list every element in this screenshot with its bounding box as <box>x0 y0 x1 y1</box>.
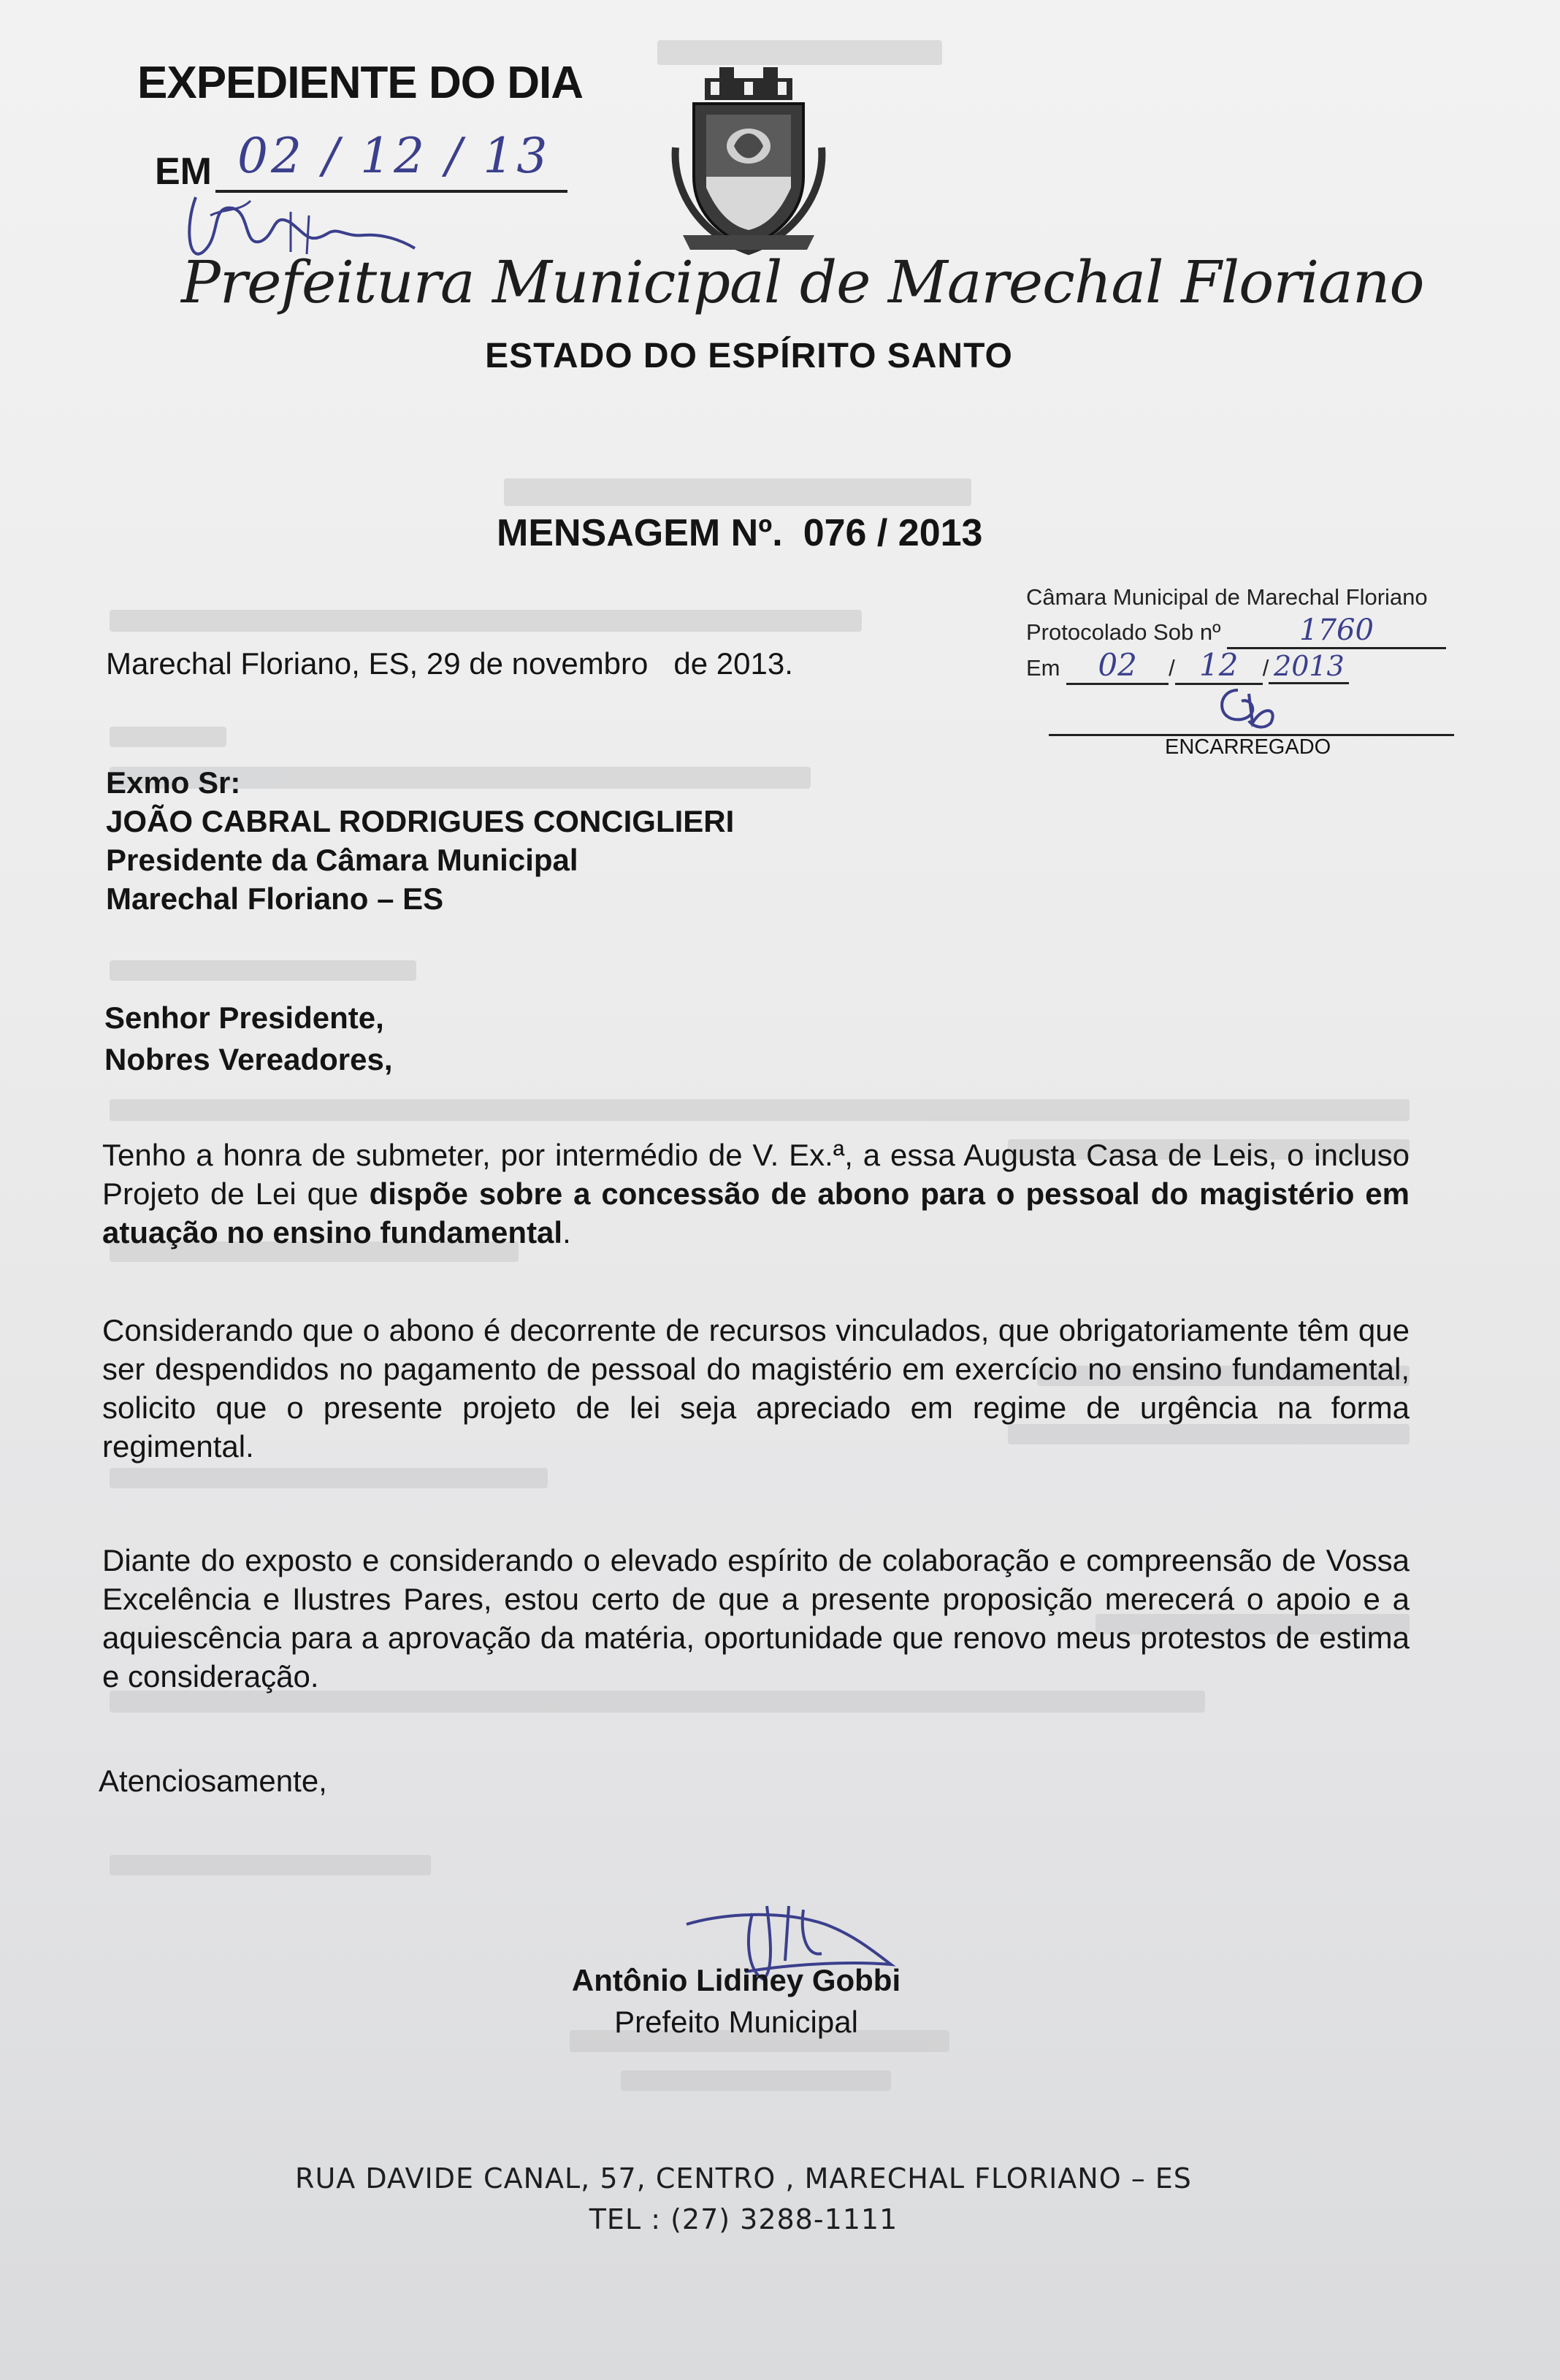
paragraph-1-bold: dispõe sobre a concessão de abono para o pessoal do magistério em atuação no ensino fundamental <box>102 1176 1410 1250</box>
protocol-camara-line: Câmara Municipal de Marechal Floriano <box>1026 584 1428 610</box>
closing: Atenciosamente, <box>99 1764 327 1798</box>
signer-title: Prefeito Municipal <box>614 2005 858 2039</box>
protocol-date-day: 02 <box>1098 647 1137 683</box>
protocol-date-line: Em 02 / 12 / 2013 <box>1026 647 1486 676</box>
addressee-line: Presidente da Câmara Municipal <box>106 843 578 877</box>
letter-city-date: Marechal Floriano, ES, 29 de novembro de 2013. <box>106 646 793 681</box>
mensagem-label: MENSAGEM Nº. <box>497 512 783 554</box>
addressee-line: JOÃO CABRAL RODRIGUES CONCIGLIERI <box>106 804 735 838</box>
paragraph-3: Diante do exposto e considerando o elevado espírito de colaboração e compreensão de Vossa Excelência e Ilustres Pares, estou certo de que a presente proposição merecerá o apoio e a aquiescência para a aprovação da matéria, oportunidade que renovo meus protestos de estima e consideração. <box>102 1543 1410 1694</box>
addressee-line: Exmo Sr: <box>106 765 241 800</box>
addressee-block <box>106 763 734 918</box>
salutation-line: Nobres Vereadores, <box>104 1042 393 1076</box>
footer <box>0 2158 1560 2240</box>
protocol-number: 1760 <box>1299 613 1374 647</box>
protocol-signature-scribble <box>1209 683 1282 734</box>
salutation-block <box>104 997 393 1080</box>
municipal-coat-of-arms-icon <box>661 60 836 257</box>
encarregado-label: ENCARREGADO <box>1165 735 1331 759</box>
protocol-date-year: 2013 <box>1274 650 1345 682</box>
paragraph-1: Tenho a honra de submeter, por intermédio de V. Ex.ª, a essa Augusta Casa de Leis, o incluso Projeto de Lei que dispõe sobre a concessão de abono para o pessoal do magistério em atuação no ensino fundamental. <box>102 1138 1410 1250</box>
estado-subtitle: ESTADO DO ESPÍRITO SANTO <box>485 337 1013 375</box>
salutation-line: Senhor Presidente, <box>104 1000 384 1035</box>
paragraph-2: Considerando que o abono é decorrente de recursos vinculados, que obrigatoriamente têm que ser despendidos no pagamento de pessoal do magistério em exercício no ensino fundamental, solicito que o presente projeto de lei seja apreciado em regime de urgência na forma regimental. <box>102 1313 1410 1463</box>
stamp-handwritten-date: 02 / 12 / 13 <box>237 128 551 184</box>
mensagem-number: 076 / 2013 <box>803 512 983 554</box>
protocol-number-label: Protocolado Sob nº <box>1026 619 1221 645</box>
protocol-em-label: Em <box>1026 655 1060 681</box>
signer-name: Antônio Lidiney Gobbi <box>571 1963 901 1997</box>
protocol-stamp <box>1026 584 1486 683</box>
protocol-number-line <box>1026 613 1486 647</box>
footer-phone: TEL : (27) 3288-1111 <box>589 2203 898 2235</box>
prefeitura-title: Prefeitura Municipal de Marechal Floriano <box>181 248 1424 316</box>
stamp-em-label: EM <box>155 150 212 193</box>
expediente-stamp-title: EXPEDIENTE DO DIA <box>137 58 583 108</box>
signer-block <box>0 1959 1560 2043</box>
protocol-date-month: 12 <box>1199 647 1239 683</box>
footer-address: RUA DAVIDE CANAL, 57, CENTRO , MARECHAL FLORIANO – ES <box>295 2162 1192 2195</box>
mensagem-heading <box>497 511 982 555</box>
addressee-line: Marechal Floriano – ES <box>106 881 444 916</box>
